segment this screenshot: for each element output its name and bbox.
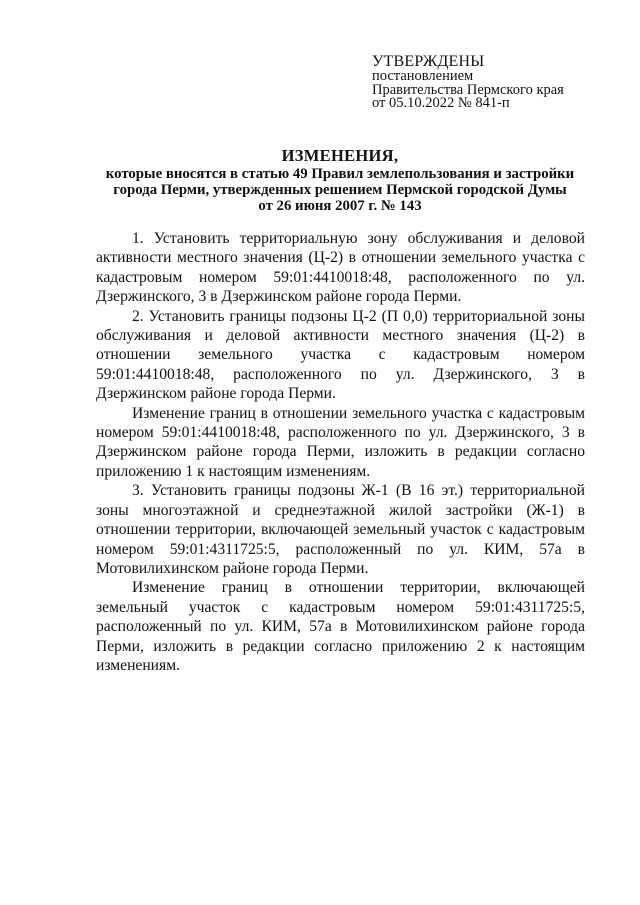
approval-line: от 05.10.2022 № 841-п xyxy=(372,95,510,111)
paragraph: Изменение границ в отношении земельного участка с кадастровым номером 59:01:4410018:48, расположенного по ул. Дзержинского, 3 в Дзержинском районе города Перми, изложить в редакции согласно приложению 1 к настоящим изменениям. xyxy=(96,404,585,480)
approval-title: УТВЕРЖДЕНЫ xyxy=(372,53,485,70)
paragraph: 2. Установить границы подзоны Ц-2 (П 0,0) территориальной зоны обслуживания и деловой активности местного значения (Ц-2) в отношении земельного участка с кадастровым номером 59:01:4410018:48, расположенного по ул. Дзержинского, 3 в Дзержинском районе города Перми. xyxy=(96,307,585,403)
subtitle-line: которые вносятся в статью 49 Правил землепользования и застройки xyxy=(105,166,575,182)
document-title: ИЗМЕНЕНИЯ, xyxy=(281,146,399,165)
paragraph: 3. Установить границы подзоны Ж-1 (В 16 эт.) территориальной зоны многоэтажной и среднеэтажной жилой застройки (Ж-1) в отношении территории, включающей земельный участок с кадастровым номером 59:01:4311725:5, расположенный по ул. КИМ, 57а в Мотовилихинском районе города Перми. xyxy=(96,482,585,577)
subtitle-line: города Перми, утвержденных решением Пермской городской Думы xyxy=(113,182,567,198)
document-subtitle xyxy=(60,166,620,214)
paragraph: 1. Установить территориальную зону обслуживания и деловой активности местного значения (Ц-2) в отношении земельного участка с кадастровым номером 59:01:4410018:48, расположенного по ул. Дзержинского, 3 в Дзержинском районе города Перми. xyxy=(96,230,585,306)
subtitle-line: от 26 июня 2007 г. № 143 xyxy=(258,198,422,214)
paragraph: Изменение границ в отношении территории, включающей земельный участок с кадастровым номером 59:01:4311725:5, расположенный по ул. КИМ, 57а в Мотовилихинском районе города Перми, изложить в редакции согласно приложению 2 к настоящим изменениям. xyxy=(96,579,585,674)
document-body xyxy=(96,229,585,675)
approval-line: Правительства Пермского края xyxy=(372,81,564,98)
approval-line: постановлением xyxy=(372,68,474,84)
approval-stamp xyxy=(372,54,564,111)
